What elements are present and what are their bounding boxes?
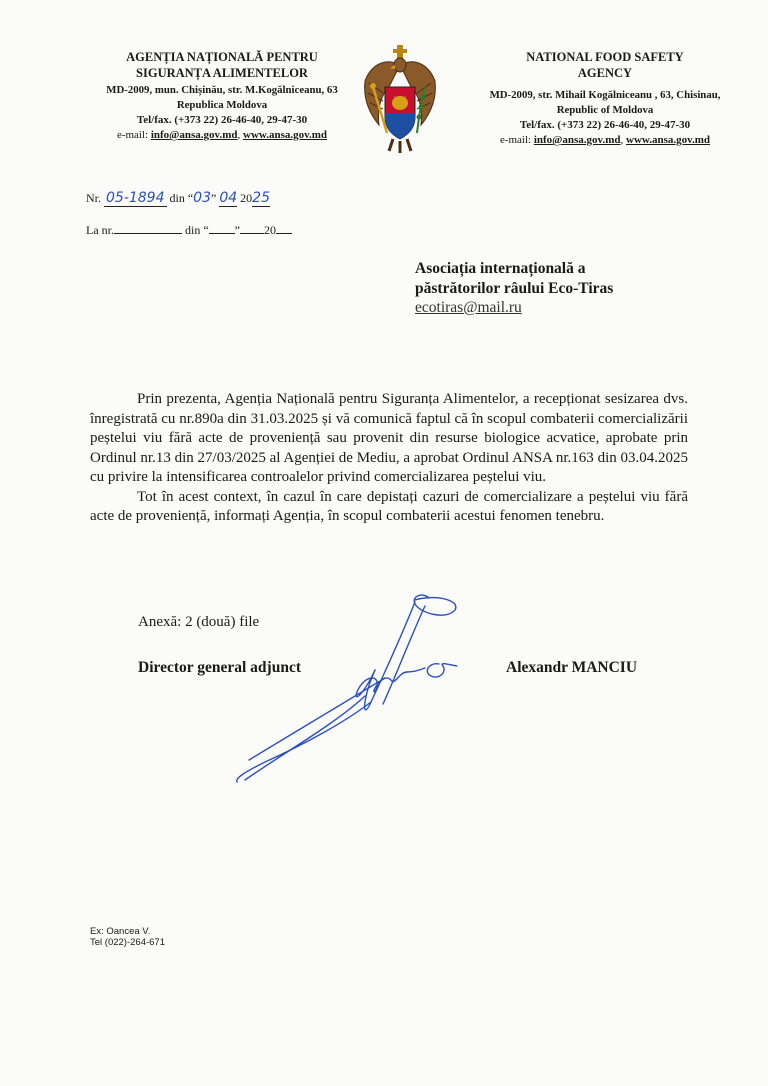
executor-tel: Tel (022)-264-671 — [90, 937, 165, 948]
address-ro-line1: MD-2009, mun. Chișinău, str. M.Kogălniceanu, 63 — [106, 84, 338, 96]
addressee-line1: Asociația internațională a — [415, 260, 586, 277]
contact-en — [460, 133, 750, 148]
quote-close: ” — [211, 191, 217, 205]
org-name-en-line1: NATIONAL FOOD SAFETY — [526, 50, 684, 64]
din-label: din “ — [169, 191, 194, 205]
org-name-ro-line1: AGENȚIA NAȚIONALĂ PENTRU — [126, 50, 318, 64]
la-quote-close: ” — [234, 223, 240, 237]
address-en-line2: Republic of Moldova — [556, 104, 654, 116]
header-right — [460, 49, 750, 148]
moldova-coat-of-arms-icon — [359, 43, 441, 155]
month-value: 04 — [219, 190, 238, 206]
contact-ro — [72, 128, 372, 143]
tel-en: Tel/fax. (+373 22) 26-46-40, 29-47-30 — [519, 119, 691, 131]
la-year-prefix: 20 — [264, 223, 276, 237]
handwritten-signature — [225, 592, 475, 792]
header-left — [72, 49, 372, 143]
annex-line: Anexă: 2 (două) file — [138, 614, 260, 630]
separator-en: , — [620, 134, 626, 146]
address-ro-line2: Republica Moldova — [176, 99, 268, 111]
email-label-ro: e-mail: — [116, 129, 151, 141]
addressee-line2: păstrătorilor râului Eco-Tiras — [415, 280, 614, 297]
nr-label: Nr. — [86, 191, 101, 205]
letter-body — [90, 390, 688, 527]
body-paragraph-1: Prin prezenta, Agenția Națională pentru Siguranța Alimentelor, a recepționat sesizarea dvs. înregistrată cu nr.890a din 31.03.2025 și vă comunică faptul că în scopul combaterii comercializării peștelui viu fără acte de proveniență sau provenit din resurse biologice acvatice, aprobate prin Ordinul nr.13 din 27/03/2025 al Agenției de Mediu, a aprobat Ordinul ANSA nr.163 din 03.04.2025 cu privire la intensificarea controalelor privind comercializarea peștelui viu. — [90, 391, 688, 485]
signatory-name: Alexandr MANCIU — [506, 659, 638, 676]
day-value: 03 — [193, 190, 211, 206]
la-nr-blank — [114, 221, 182, 234]
addressee-block — [415, 259, 735, 317]
signatory-title: Director general adjunct — [138, 659, 301, 676]
executor-info — [90, 926, 165, 948]
la-month-blank — [240, 221, 264, 234]
year-suffix: 25 — [252, 190, 270, 206]
addressee-email[interactable]: ecotiras@mail.ru — [415, 299, 522, 316]
email-label-en: e-mail: — [499, 134, 534, 146]
year-prefix: 20 — [240, 191, 253, 205]
la-nr-line — [86, 221, 292, 238]
email-link-en[interactable]: info@ansa.gov.md — [533, 134, 621, 146]
separator-ro: , — [237, 129, 243, 141]
address-en-line1: MD-2009, str. Mihail Kogălniceanu , 63, Chisinau, — [489, 89, 721, 101]
org-name-en-line2: AGENCY — [577, 66, 633, 80]
org-name-ro-line2: SIGURANȚA ALIMENTELOR — [136, 66, 308, 80]
reference-number-line — [86, 190, 270, 206]
la-day-blank — [209, 221, 235, 234]
la-din-label: din “ — [185, 223, 209, 237]
la-year-blank — [276, 221, 292, 234]
website-link-en[interactable]: www.ansa.gov.md — [626, 134, 711, 146]
email-link-ro[interactable]: info@ansa.gov.md — [150, 129, 238, 141]
website-link-ro[interactable]: www.ansa.gov.md — [243, 129, 328, 141]
la-nr-label: La nr. — [86, 223, 114, 237]
body-paragraph-2: Tot în acest context, în cazul în care depistați cazuri de comercializare a peștelui viu fără acte de proveniență, informați Agenția, în scopul combaterii acestui fenomen tenebru. — [90, 488, 688, 524]
executor-name: Ex: Oancea V. — [90, 926, 151, 937]
nr-value: 05-1894 — [106, 190, 165, 206]
tel-ro: Tel/fax. (+373 22) 26-46-40, 29-47-30 — [136, 114, 308, 126]
